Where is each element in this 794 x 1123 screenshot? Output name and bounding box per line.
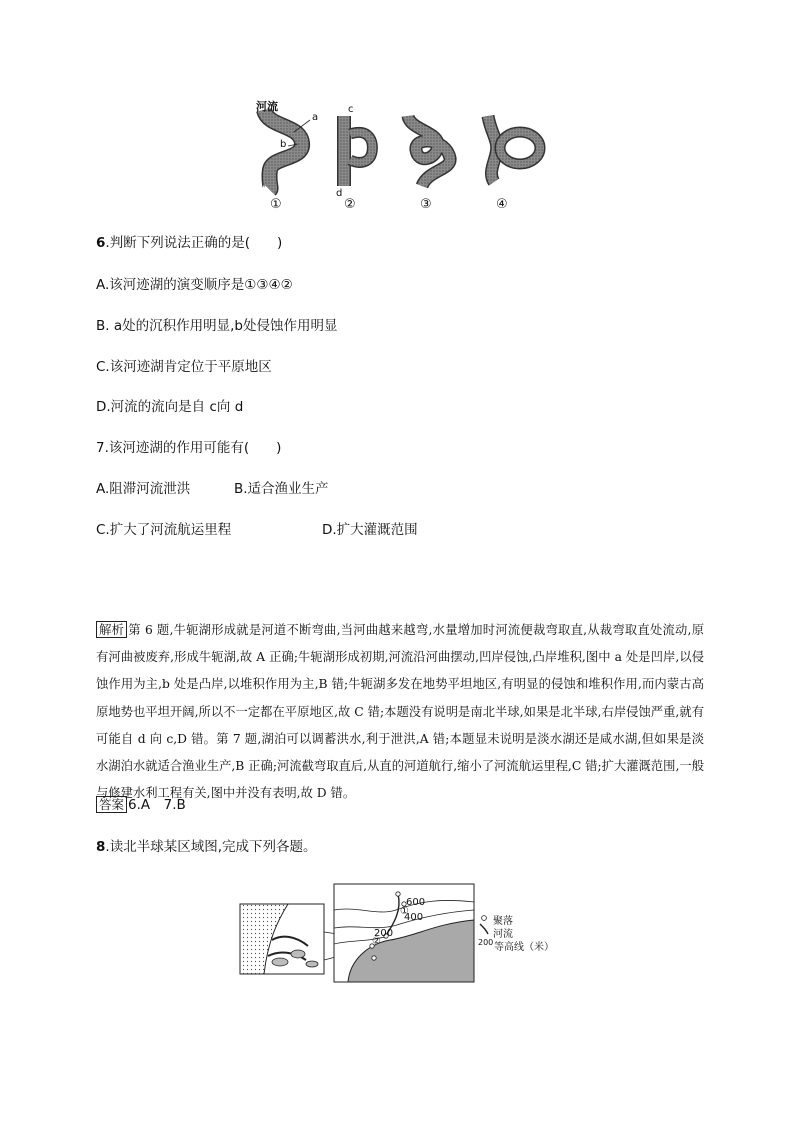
region-map [238,880,568,985]
marker-2-label: ② [372,936,381,947]
question-8-text: .读北半球某区域图,完成下列各题。 [105,839,317,855]
legend-settlement-label: 聚落 [493,916,513,927]
contour-200-label: 200 [374,928,394,939]
q7-option-b: B.适合渔业生产 [234,481,329,497]
stage-4-meander [488,116,540,182]
point-c-label: c [348,104,354,115]
question-6-text: .判断下列说法正确的是( ) [105,235,283,251]
question-8-stem [96,838,317,856]
q7-option-a: A.阻滞河流泄洪 [96,481,191,497]
q6-option-d: D.河流的流向是自 c向 d [96,399,244,415]
contour-map [334,884,474,982]
answer-block [96,796,186,814]
region-map-figure [238,880,568,985]
q6-option-c: C.该河迹湖肯定位于平原地区 [96,359,272,375]
legend [480,916,488,934]
question-6-stem [96,234,282,252]
analysis-text: 第 6 题,牛轭湖形成就是河道不断弯曲,当河曲越来越弯,水量增加时河流便裁弯取直,从裁弯取直处流动,原有河曲被废弃,形成牛轭湖,故 A 正确;牛轭湖形成初期,河流沿河曲摆动,凹岸侵蚀,凸岸堆积,图中 a 处是凹岸,以侵蚀作用为主,b 处是凸岸,以堆积作用为主,B 错;牛轭湖多发在地势平坦地区,有明显的侵蚀和堆积作用,而内蒙古高原地势也平坦开阔,所以不一定都在平原地区,故 C 错;本题没有说明是南北半球,如果是北半球,右岸侵蚀严重,就有可能自 d 向 c,D 错。第 7 题,湖泊可以调蓄洪水,利于泄洪,A 错;本题显未说明是淡水湖还是咸水湖,但如果是淡水湖泊水就适合渔业生产,B 正确;河流截弯取直后,从直的河道航行,缩小了河流航运里程,C 错;扩大灌溉范围,一般与修建水利工程有关,图中并没有表明,故 D 错。 [96,623,704,801]
stage-label-3: ③ [420,197,432,212]
q7-option-c: C.扩大了河流航运里程 [96,522,232,538]
question-7-stem: 7.该河迹湖的作用可能有( ) [96,440,282,456]
answer-text: 6.A 7.B [128,797,186,813]
stage-3-meander [408,116,450,186]
legend-contour-label: 等高线（米） [494,942,554,953]
marker-1-label: ① [400,906,409,917]
contour-400-label: 400 [404,912,424,923]
q7-option-d: D.扩大灌溉范围 [322,522,418,538]
stage-label-2: ② [344,197,356,212]
settlement-symbol-icon [482,916,487,921]
analysis-block [96,617,704,807]
legend-river-label: 河流 [493,929,513,940]
stage-1-meander [264,110,302,190]
point-a-label: a [312,112,319,123]
contour-600-label: 600 [406,897,426,908]
question-6-number: 6 [96,235,106,251]
point-d-label: d [336,188,343,199]
stage-label-1: ① [270,197,282,212]
question-8-number: 8 [96,839,106,855]
river-symbol-icon [480,924,488,934]
analysis-tag: 解析 [96,621,127,638]
river-label: 河流 [256,100,278,113]
legend-contour-value: 200 [478,938,494,947]
q6-option-b: B. a处的沉积作用明显,b处侵蚀作用明显 [96,318,338,334]
stage-label-4: ④ [496,197,508,212]
meander-figure [250,98,550,216]
answer-tag: 答案 [96,796,127,813]
delta-inset [240,904,324,974]
point-b-label: b [280,139,287,150]
q6-option-a: A.该河迹湖的演变顺序是①③④② [96,277,293,293]
stage-2-meander [344,116,372,186]
